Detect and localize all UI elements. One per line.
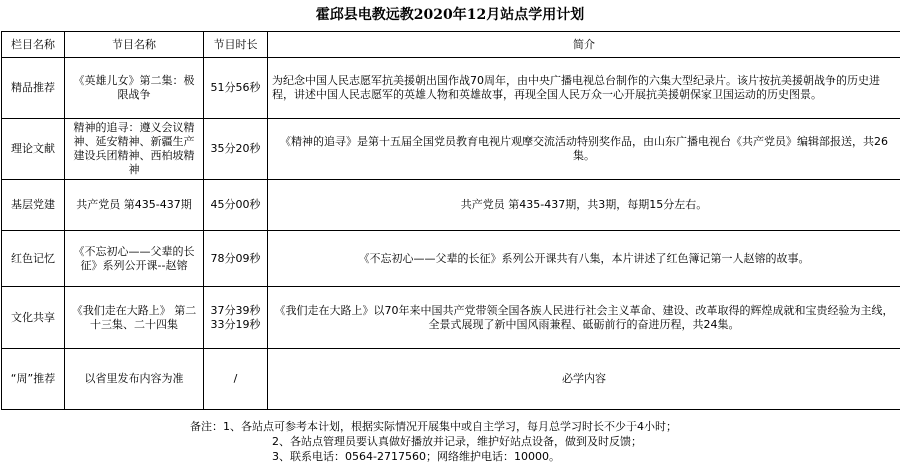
- footer-note-1: 备注：1、各站点可参考本计划，根据实际情况开展集中或自主学习，每月总学习时长不少于4小时；: [190, 420, 677, 433]
- footer-notes: [0, 419, 900, 464]
- row-category: 基层党建: [2, 180, 65, 231]
- table-row: [2, 287, 900, 349]
- row-category: 文化共享: [2, 287, 65, 349]
- row-duration-line1: 37分39秒: [210, 303, 261, 317]
- header-category: 栏目名称: [2, 32, 65, 58]
- table-row: [2, 119, 900, 180]
- footer-note-2: 2、各站点管理员要认真做好播放并记录，维护好站点设备，做到及时反馈；: [272, 435, 642, 448]
- row-duration: 35分20秒: [204, 119, 268, 180]
- row-intro: 《精神的追寻》是第十五届全国党员教育电视片观摩交流活动特别奖作品，由山东广播电视台《共产党员》编辑部报送，共26集。: [268, 119, 900, 180]
- row-intro: 《不忘初心——父辈的长征》系列公开课共有八集，本片讲述了红色簿记第一人赵镕的故事。: [268, 231, 900, 287]
- row-category: 理论文献: [2, 119, 65, 180]
- table-row: [2, 58, 900, 119]
- row-duration: 78分09秒: [204, 231, 268, 287]
- table-row: [2, 180, 900, 231]
- header-duration: 节目时长: [204, 32, 268, 58]
- footer-note-3: 3、联系电话：0564-2717560；网络维护电话：10000。: [272, 450, 560, 463]
- row-intro: 共产党员 第435-437期，共3期，每期15分左右。: [268, 180, 900, 231]
- row-program: 《不忘初心——父辈的长征》系列公开课--赵镕: [65, 231, 204, 287]
- row-duration-line2: 33分19秒: [210, 317, 261, 331]
- row-program: 精神的追寻：遵义会议精神、延安精神、新疆生产建设兵团精神、西柏坡精神: [65, 119, 204, 180]
- row-duration: 45分00秒: [204, 180, 268, 231]
- row-program: 共产党员 第435-437期: [65, 180, 204, 231]
- row-intro: 《我们走在大路上》以70年来中国共产党带领全国各族人民进行社会主义革命、建设、改革取得的辉煌成就和宝贵经验为主线，全景式展现了新中国风雨兼程、砥砺前行的奋进历程，共24集。: [268, 287, 900, 349]
- row-program: 《英雄儿女》第二集：极限战争: [65, 58, 204, 119]
- row-intro: 必学内容: [268, 349, 900, 410]
- row-category: 红色记忆: [2, 231, 65, 287]
- page-title: 霍邱县电教远教2020年12月站点学用计划: [315, 7, 585, 23]
- row-program: 以省里发布内容为准: [65, 349, 204, 410]
- row-program: 《我们走在大路上》 第二十三集、二十四集: [65, 287, 204, 349]
- plan-table: [1, 31, 900, 410]
- header-program: 节目名称: [65, 32, 204, 58]
- table-row: [2, 231, 900, 287]
- row-category: 精品推荐: [2, 58, 65, 119]
- row-category: “周”推荐: [2, 349, 65, 410]
- row-duration: [204, 287, 268, 349]
- row-duration: /: [204, 349, 268, 410]
- table-header-row: [2, 32, 900, 58]
- row-duration: 51分56秒: [204, 58, 268, 119]
- row-intro: 为纪念中国人民志愿军抗美援朝出国作战70周年，由中央广播电视总台制作的六集大型纪录片。该片按抗美援朝战争的历史进程，讲述中国人民志愿军的英雄人物和英雄故事，再现全国人民万众一心开展抗美援朝保家卫国运动的历史图景。: [268, 58, 900, 119]
- header-intro: 简介: [268, 32, 900, 58]
- table-row: [2, 349, 900, 410]
